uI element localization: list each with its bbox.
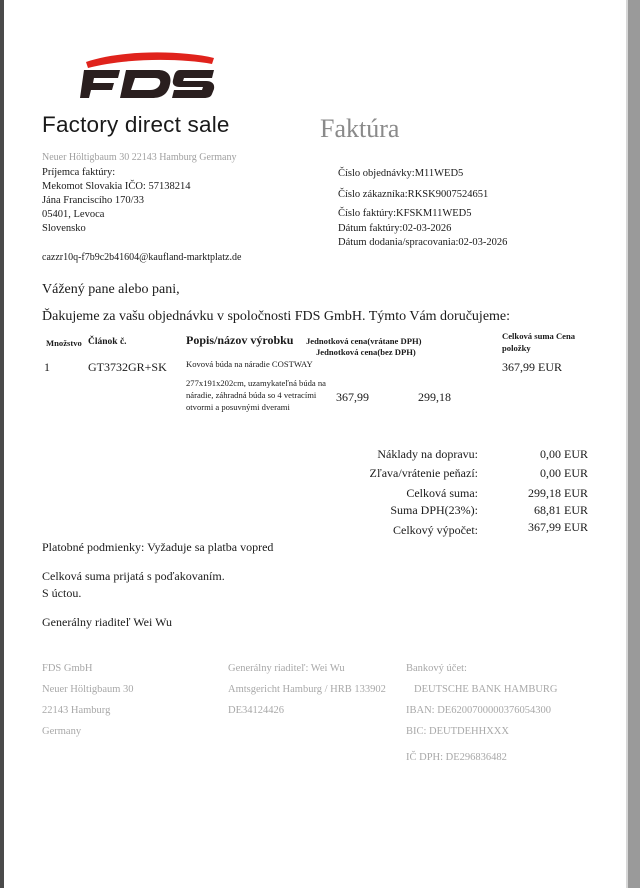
- discount-value: 0,00 EUR: [540, 466, 588, 480]
- footer-bank-label: Bankový účet:: [406, 663, 467, 674]
- footer-city: 22143 Hamburg: [42, 705, 111, 716]
- row-description-line1: Kovová búda na náradie COSTWAY: [186, 359, 313, 369]
- recipient-country: Slovensko: [42, 223, 86, 234]
- fds-logo-mark: [80, 52, 220, 100]
- grand-total-value: 367,99 EUR: [528, 520, 588, 534]
- footer-country: Germany: [42, 726, 82, 737]
- company-name: Factory direct sale: [42, 112, 230, 137]
- header-unit-gross: Jednotková cena(vrátane DPH): [306, 336, 422, 346]
- footer-bank-name: DEUTSCHE BANK HAMBURG: [414, 684, 558, 695]
- recipient-city: 05401, Levoca: [42, 209, 105, 220]
- payment-terms: Platobné podmienky: Vyžaduje sa platba vopred: [42, 540, 274, 554]
- row-unit-net: 299,18: [418, 390, 451, 404]
- grand-total-label: Celkový výpočet:: [393, 523, 478, 537]
- sender-address: Neuer Höltigbaum 30 22143 Hamburg Germany: [42, 152, 237, 163]
- row-description-rest: 277x191x202cm, uzamykateľná búda na náradie, záhradná búda so 4 vetracími otvormi a posuvnými dverami: [186, 378, 326, 412]
- page-right-edge: [628, 0, 640, 888]
- page-left-edge: [0, 0, 4, 888]
- order-number: Číslo objednávky:M11WED5: [338, 168, 464, 179]
- row-unit-gross: 367,99: [336, 390, 369, 404]
- row-article: GT3732GR+SK: [88, 360, 167, 374]
- net-total-label: Celková suma:: [406, 486, 478, 500]
- recipient-street: Jána Franciscího 170/33: [42, 195, 145, 206]
- signature: Generálny riaditeľ Wei Wu: [42, 615, 172, 629]
- recipient-label: Príjemca faktúry:: [42, 167, 116, 178]
- footer-bic: BIC: DEUTDEHHXXX: [406, 726, 509, 737]
- header-quantity: Množstvo: [46, 338, 82, 348]
- thanks-text: Ďakujeme za vašu objednávku v spoločnosti FDS GmbH. Týmto Vám doručujeme:: [42, 309, 511, 324]
- recipient-name: Mekomot Slovakia IČO: 57138214: [42, 181, 191, 192]
- footer-street: Neuer Höltigbaum 30: [42, 684, 134, 695]
- footer-iban: IBAN: DE62007000003760543​00: [406, 705, 551, 716]
- fds-logo: [80, 52, 220, 105]
- header-total-line1: Celková suma Cena: [502, 331, 576, 341]
- closing-line1: Celková suma prijatá s poďakovaním.: [42, 569, 225, 583]
- row-quantity: 1: [44, 360, 50, 374]
- document-title: Faktúra: [320, 114, 400, 143]
- footer-court: Amtsgericht Hamburg / HRB 133902: [228, 684, 386, 695]
- vat-value: 68,81 EUR: [534, 503, 588, 517]
- greeting: Vážený pane alebo pani,: [42, 282, 180, 297]
- discount-label: Zľava/vrátenie peňazí:: [369, 466, 478, 480]
- recipient-email: cazzr10q-f7b9c2b41604@kaufland-marktplatz.de: [42, 252, 242, 263]
- net-total-value: 299,18 EUR: [528, 486, 588, 500]
- invoice-date: Dátum faktúry:02-03-2026: [338, 223, 452, 234]
- footer-tax-id: DE34124426: [228, 705, 284, 716]
- shipping-value: 0,00 EUR: [540, 447, 588, 461]
- delivery-date: Dátum dodania/spracovania:02-03-2026: [338, 237, 508, 248]
- footer-company: FDS GmbH: [42, 663, 93, 674]
- header-article: Článok č.: [88, 337, 127, 347]
- header-unit-net: Jednotková cena(bez DPH): [316, 347, 416, 357]
- vat-label: Suma DPH(23%):: [390, 503, 478, 517]
- row-total: 367,99 EUR: [502, 360, 562, 374]
- invoice-number: Číslo faktúry:KFSKM11WED5: [338, 208, 472, 219]
- customer-number: Číslo zákazníka:RKSK9007524651: [338, 189, 489, 200]
- footer-director: Generálny riaditeľ: Wei Wu: [228, 663, 345, 674]
- shipping-label: Náklady na dopravu:: [377, 447, 478, 461]
- header-description: Popis/názov výrobku: [186, 333, 294, 347]
- header-total-line2: položky: [502, 343, 531, 353]
- closing-line2: S úctou.: [42, 586, 82, 600]
- footer-vat-id: IČ DPH: DE296836482: [406, 752, 507, 763]
